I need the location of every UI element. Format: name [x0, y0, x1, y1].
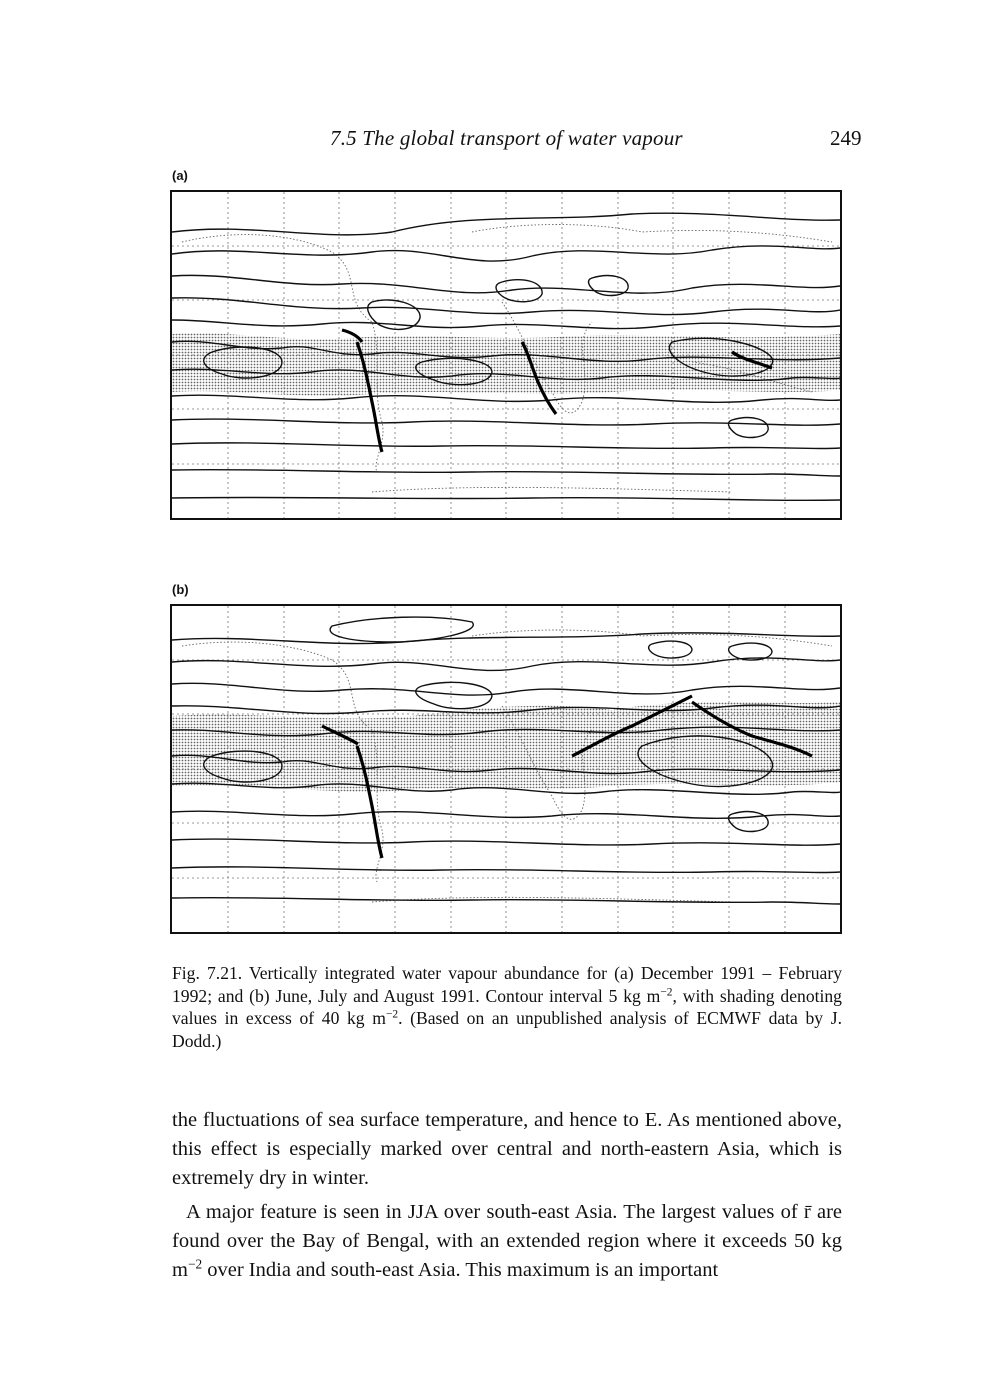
paragraph-2-text-2: over India and south-east Asia. This maximum is an important	[202, 1259, 719, 1281]
figure-caption	[172, 962, 842, 1052]
caption-text-2: , with shading denoting values in excess of 40 kg m	[172, 985, 842, 1028]
body-text	[172, 1106, 842, 1285]
page-number: 249	[830, 126, 862, 150]
panel-label-b: (b)	[172, 582, 189, 597]
contour-map-b	[170, 604, 842, 934]
paragraph-2-text-1: A major feature is seen in JJA over south-east Asia. The largest values of r̄ are found over the Bay of Bengal, with an extended region where it exceeds 50 kg m	[172, 1201, 842, 1281]
contour-map-b-svg	[172, 606, 840, 932]
paragraph-2	[172, 1198, 842, 1285]
caption-exponent-1: −2	[660, 986, 673, 999]
paragraph-2-exponent: −2	[187, 1256, 203, 1272]
paragraph-1: the fluctuations of sea surface temperature, and hence to E. As mentioned above, this effect is especially marked over central and north-eastern Asia, which is extremely dry in winter.	[172, 1109, 842, 1189]
caption-text-3: . (Based on an unpublished analysis of ECMWF data by J. Dodd.)	[172, 1008, 842, 1051]
caption-exponent-2: −2	[385, 1008, 399, 1021]
running-head	[0, 122, 1008, 152]
running-title: 7.5 The global transport of water vapour	[330, 126, 683, 150]
panel-label-a: (a)	[172, 168, 188, 183]
caption-text-1: Fig. 7.21. Vertically integrated water vapour abundance for (a) December 1991 – February 1992; and (b) June, July and August 1991. Contour interval 5 kg m	[172, 963, 842, 1006]
contour-map-a	[170, 190, 842, 520]
contour-map-a-svg	[172, 192, 840, 518]
